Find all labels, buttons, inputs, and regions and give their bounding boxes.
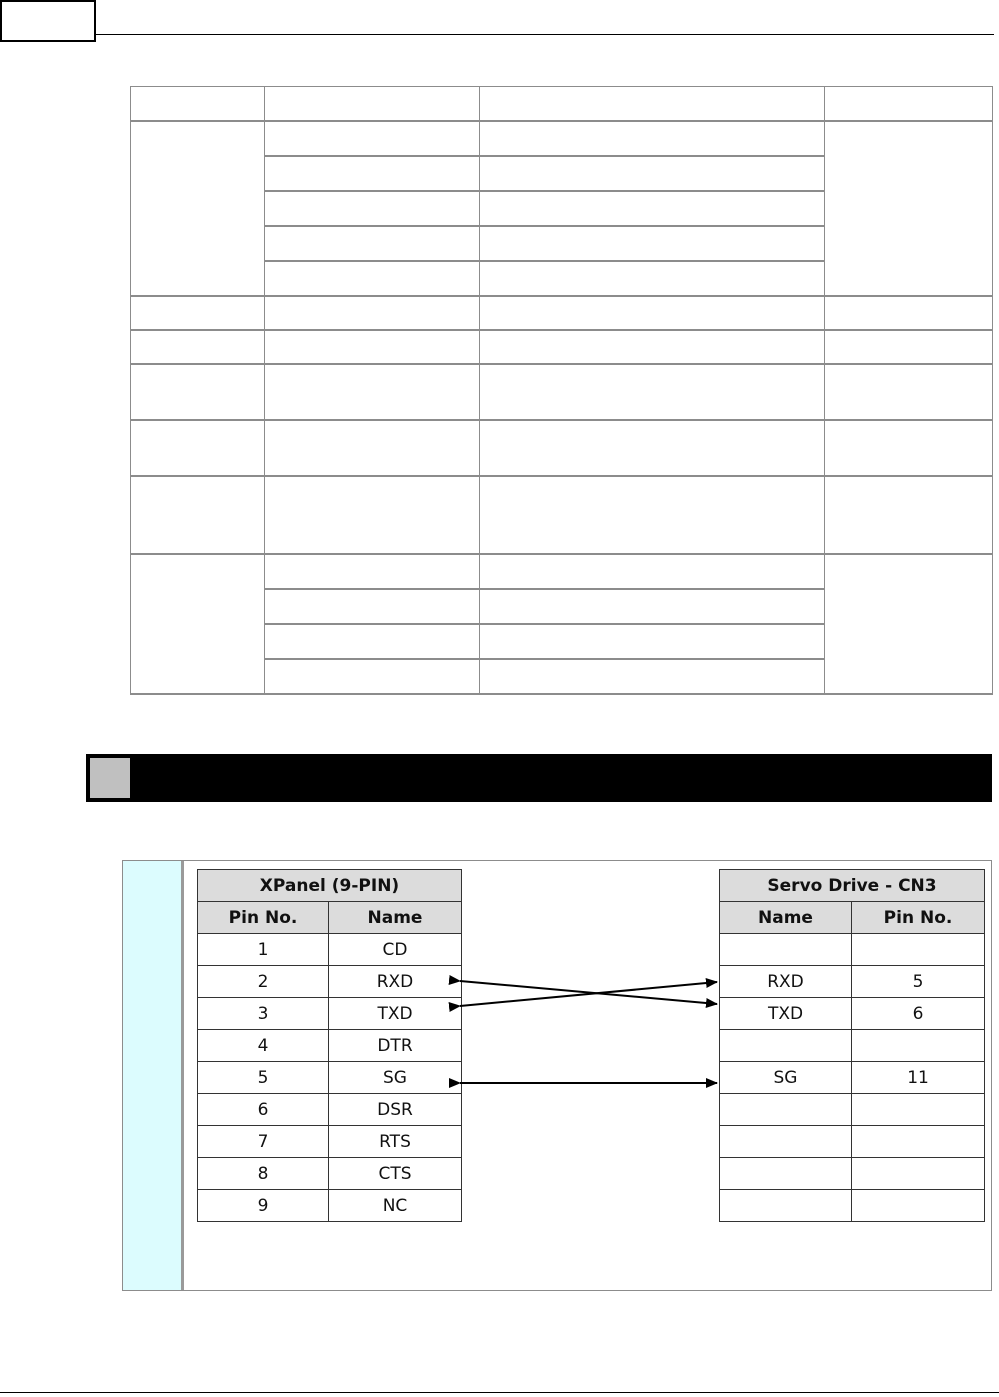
servo-name: SG xyxy=(720,1062,852,1094)
xpanel-pin: 1 xyxy=(198,934,329,966)
xpanel-pin: 7 xyxy=(198,1126,329,1158)
xpanel-pin: 6 xyxy=(198,1094,329,1126)
servo-name: TXD xyxy=(720,998,852,1030)
xpanel-name: DSR xyxy=(329,1094,462,1126)
xpanel-pin: 2 xyxy=(198,966,329,998)
xpanel-pin: 9 xyxy=(198,1190,329,1222)
xpanel-name: NC xyxy=(329,1190,462,1222)
xpanel-name: SG xyxy=(329,1062,462,1094)
xpanel-name: TXD xyxy=(329,998,462,1030)
xpanel-col-name: Name xyxy=(329,902,462,934)
wire-txd-to-rxd xyxy=(460,982,717,1006)
wire-rxd-to-txd xyxy=(460,981,717,1004)
xpanel-pin: 4 xyxy=(198,1030,329,1062)
xpanel-name: DTR xyxy=(329,1030,462,1062)
xpanel-name: RTS xyxy=(329,1126,462,1158)
servo-col-pin: Pin No. xyxy=(852,902,985,934)
xpanel-name: RXD xyxy=(329,966,462,998)
servo-pin: 11 xyxy=(852,1062,985,1094)
xpanel-table-title: XPanel (9-PIN) xyxy=(198,870,462,902)
servo-pin: 6 xyxy=(852,998,985,1030)
xpanel-pin: 3 xyxy=(198,998,329,1030)
xpanel-pin: 8 xyxy=(198,1158,329,1190)
servo-pin: 5 xyxy=(852,966,985,998)
xpanel-name: CTS xyxy=(329,1158,462,1190)
servo-col-name: Name xyxy=(720,902,852,934)
page-footer-rule xyxy=(0,1392,999,1393)
xpanel-pin: 5 xyxy=(198,1062,329,1094)
xpanel-col-pin: Pin No. xyxy=(198,902,329,934)
servo-name: RXD xyxy=(720,966,852,998)
servo-table-title: Servo Drive - CN3 xyxy=(720,870,985,902)
xpanel-name: CD xyxy=(329,934,462,966)
